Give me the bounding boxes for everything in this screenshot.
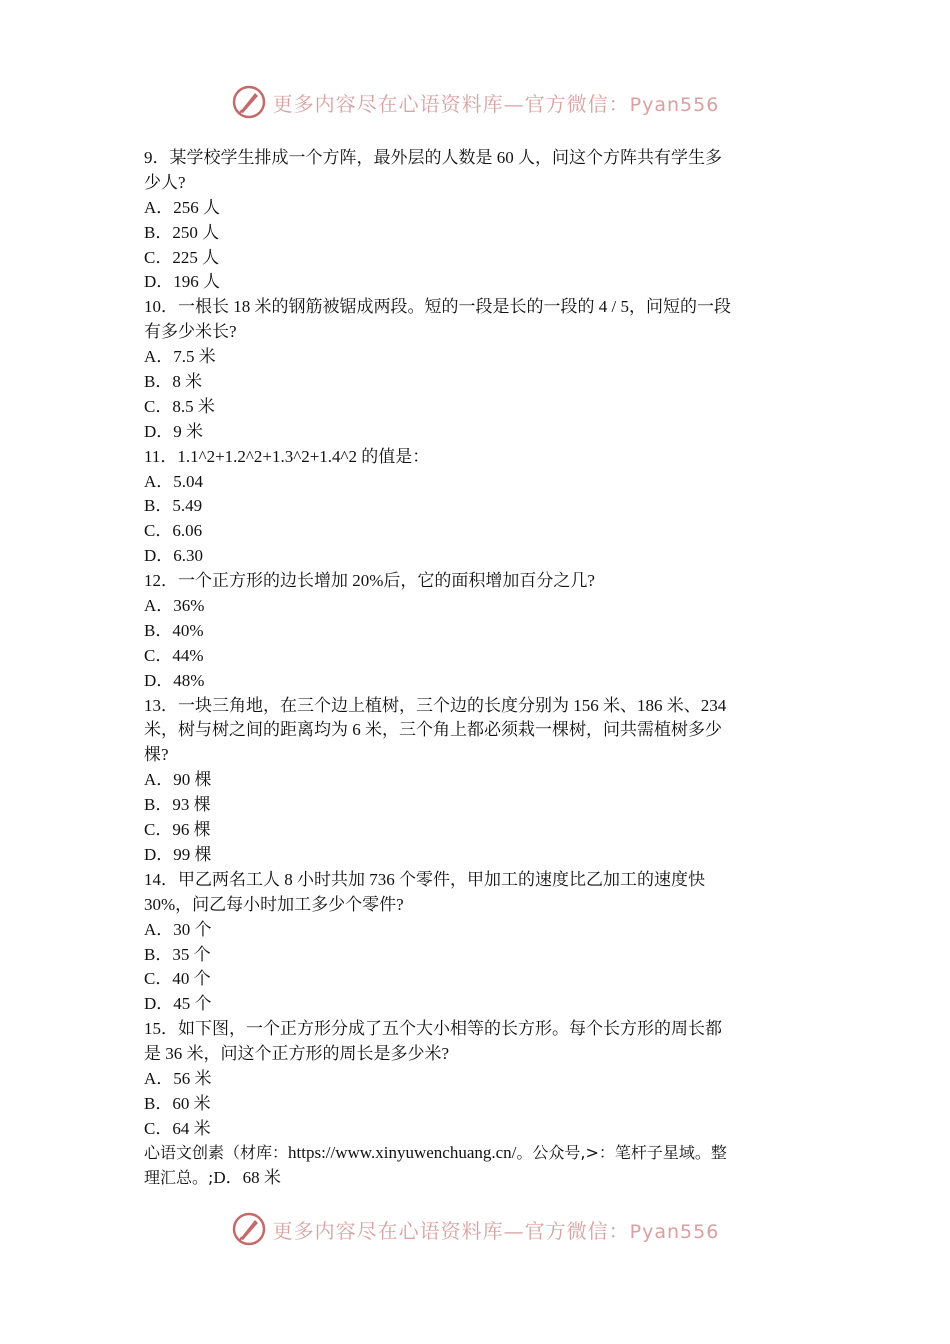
text-line: 棵? bbox=[144, 745, 169, 765]
text-line: 12．一个正方形的边长增加 20%后，它的面积增加百分之几? bbox=[144, 571, 595, 591]
footnote-end: 理汇总。; bbox=[144, 1167, 214, 1187]
footnote-account: 。公众号,>：笔杆子星域。整 bbox=[516, 1143, 727, 1162]
text-line: 13．一块三角地，在三个边上植树，三个边的长度分别为 156 米、186 米、234 bbox=[144, 695, 727, 715]
option-line: C．40 个 bbox=[144, 969, 211, 989]
option-line: A．256 人 bbox=[144, 197, 221, 217]
option-line: B．8 米 bbox=[144, 372, 203, 392]
option-line: B．35 个 bbox=[144, 944, 211, 964]
text-line: 10．一根长 18 米的钢筋被锯成两段。短的一段是长的一段的 4 / 5，问短的一段 bbox=[144, 297, 731, 317]
text-line: 是 36 米，问这个正方形的周长是多少米? bbox=[144, 1044, 450, 1064]
option-line: C．96 棵 bbox=[144, 820, 211, 840]
option-line: A．5.04 bbox=[144, 471, 204, 491]
option-line: D．196 人 bbox=[144, 272, 221, 292]
banner-text: 更多内容尽在心语资料库—官方微信：Pyan556 bbox=[272, 91, 720, 116]
option-line: B．60 米 bbox=[144, 1093, 211, 1113]
option-line: D．68 米 bbox=[213, 1167, 281, 1187]
text-line: 15．如下图，一个正方形分成了五个大小相等的长方形。每个长方形的周长都 bbox=[144, 1019, 722, 1039]
footnote bbox=[144, 1141, 812, 1191]
option-line: C．6.06 bbox=[144, 521, 203, 541]
option-line: B．93 棵 bbox=[144, 795, 211, 815]
text-line: 14．甲乙两名工人 8 小时共加 736 个零件，甲加工的速度比乙加工的速度快 bbox=[144, 869, 705, 889]
option-line: B．250 人 bbox=[144, 222, 220, 242]
footer-banner bbox=[0, 1207, 950, 1251]
option-line: D．99 棵 bbox=[144, 844, 212, 864]
option-line: B．40% bbox=[144, 620, 204, 640]
text-line: 30%，问乙每小时加工多少个零件? bbox=[144, 894, 404, 914]
option-line: C．225 人 bbox=[144, 247, 220, 267]
option-line: C．44% bbox=[144, 645, 204, 665]
option-line: C．8.5 米 bbox=[144, 396, 215, 416]
text-line: 有多少米长? bbox=[144, 322, 237, 342]
text-line: 少人? bbox=[144, 172, 186, 192]
footnote-source: 心语文创素（材库： bbox=[144, 1143, 289, 1162]
quill-pen-logo-icon bbox=[231, 84, 267, 120]
option-line: B．5.49 bbox=[144, 496, 203, 516]
option-line: C．64 米 bbox=[144, 1118, 211, 1138]
text-line: 9．某学校学生排成一个方阵，最外层的人数是 60 人，问这个方阵共有学生多 bbox=[144, 148, 722, 167]
option-line: D．9 米 bbox=[144, 421, 204, 441]
question-list bbox=[144, 146, 812, 1142]
quill-pen-logo-icon bbox=[231, 1211, 267, 1247]
footnote-url[interactable]: https://www.xinyuwenchuang.cn/ bbox=[288, 1143, 517, 1162]
banner-text: 更多内容尽在心语资料库—官方微信：Pyan556 bbox=[272, 1218, 720, 1243]
text-line: 米，树与树之间的距离均为 6 米，三个角上都必须栽一棵树，问共需植树多少 bbox=[144, 720, 722, 740]
option-line: A．90 棵 bbox=[144, 770, 212, 790]
header-banner bbox=[0, 80, 950, 124]
text-line: 11．1.1^2+1.2^2+1.3^2+1.4^2 的值是： bbox=[144, 446, 430, 466]
option-line: A．7.5 米 bbox=[144, 347, 216, 367]
option-line: A．56 米 bbox=[144, 1068, 212, 1088]
option-line: A．30 个 bbox=[144, 919, 212, 939]
wechat-id: Pyan556 bbox=[629, 93, 720, 116]
option-line: D．45 个 bbox=[144, 994, 212, 1014]
option-line: D．48% bbox=[144, 670, 205, 690]
option-line: A．36% bbox=[144, 596, 205, 616]
wechat-id: Pyan556 bbox=[629, 1220, 720, 1243]
option-line: D．6.30 bbox=[144, 546, 204, 566]
